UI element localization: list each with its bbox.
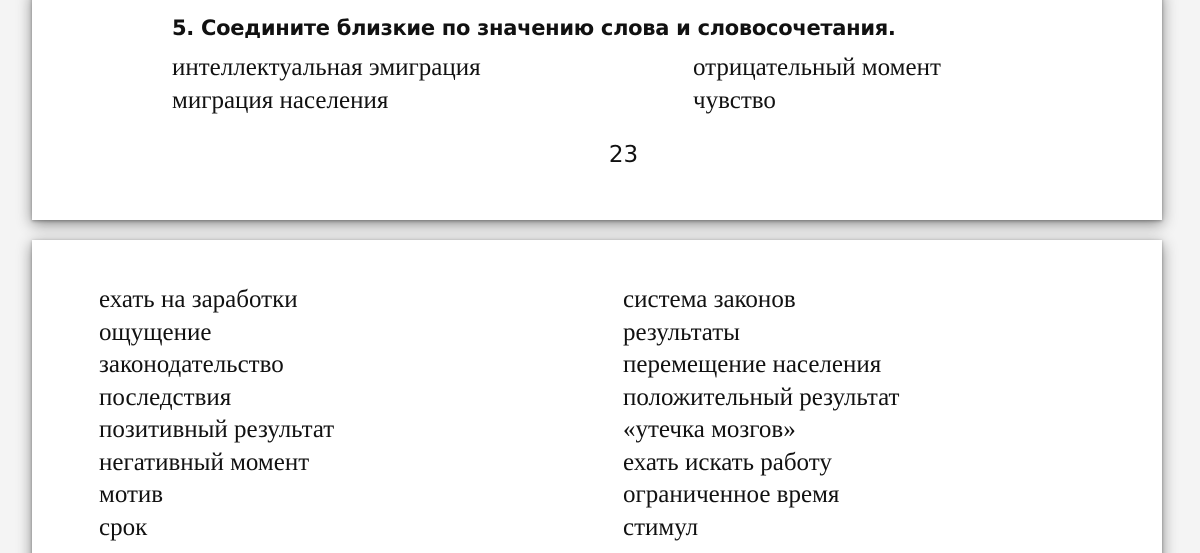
page-top xyxy=(32,0,1162,220)
word-item: ехать искать работу xyxy=(623,448,832,476)
word-item: результаты xyxy=(623,318,740,346)
top-left-column xyxy=(172,52,481,117)
word-item: ощущение xyxy=(99,318,212,346)
top-right-column xyxy=(693,52,941,117)
word-item: интеллектуальная эмиграция xyxy=(172,54,481,81)
bottom-right-column xyxy=(623,284,899,544)
bottom-left-column xyxy=(99,284,334,544)
word-item: негативный момент xyxy=(99,448,310,476)
page-bottom xyxy=(32,240,1162,553)
word-item: последствия xyxy=(99,383,232,411)
word-item: мотив xyxy=(99,481,164,508)
word-item: положительный результат xyxy=(623,383,900,411)
word-item: ограниченное время xyxy=(623,481,840,508)
word-item: перемещение населения xyxy=(623,351,882,378)
word-item: миграция населения xyxy=(172,86,389,114)
word-item: «утечка мозгов» xyxy=(623,416,796,443)
word-item: срок xyxy=(99,513,148,541)
word-item: отрицательный момент xyxy=(693,54,941,81)
word-item: чувство xyxy=(693,86,776,114)
word-item: ехать на заработки xyxy=(99,286,298,313)
word-item: система законов xyxy=(623,286,796,313)
word-item: законодательство xyxy=(99,351,284,378)
word-item: позитивный результат xyxy=(99,416,335,443)
word-item: стимул xyxy=(623,513,699,541)
page-number: 23 xyxy=(608,142,639,168)
exercise-heading: 5. Соедините близкие по значению слова и словосочетания. xyxy=(172,16,896,40)
